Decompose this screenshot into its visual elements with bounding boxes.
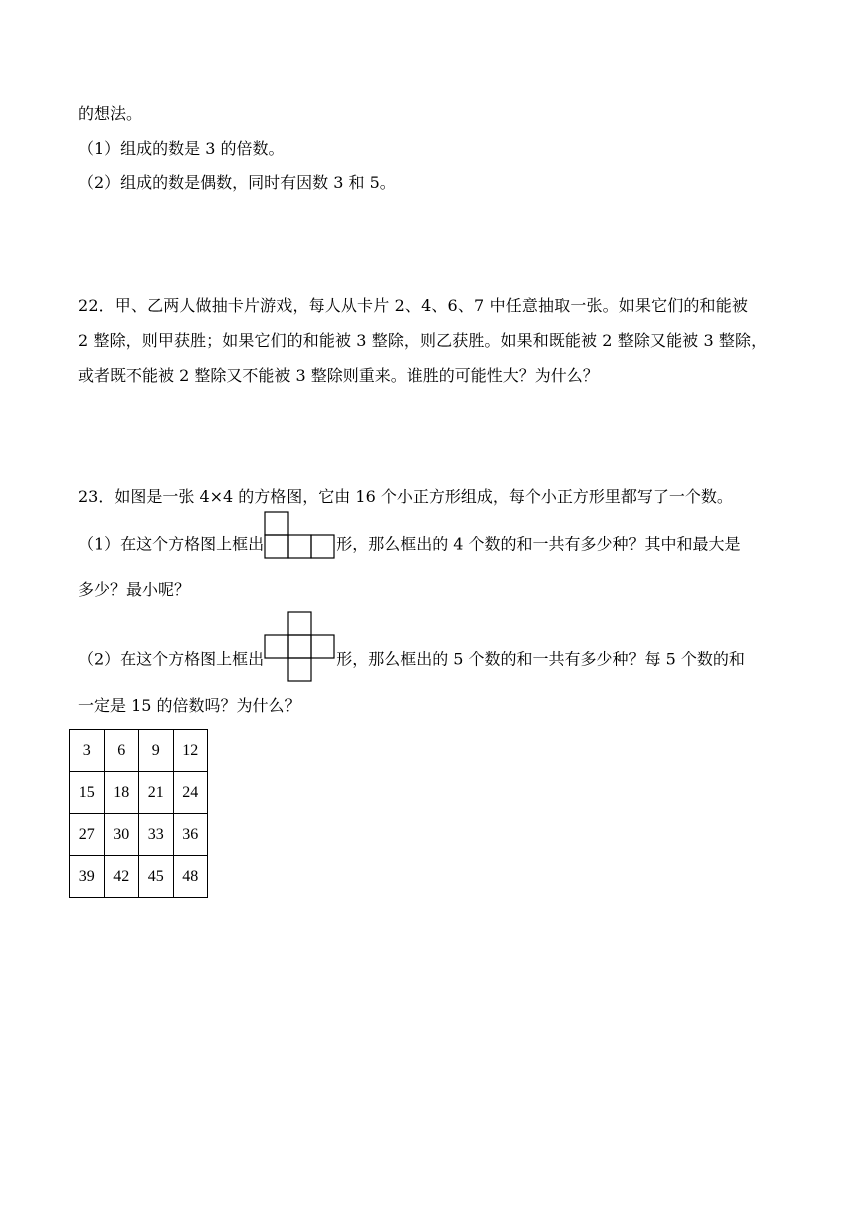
q23-part2-cont: 一定是 15 的倍数吗？为什么？ bbox=[78, 696, 301, 715]
q23-part1-before: （1）在这个方格图上框出 bbox=[78, 534, 265, 554]
grid-cell: 45 bbox=[139, 856, 174, 898]
grid-cell: 12 bbox=[173, 730, 208, 772]
q23-part1-line bbox=[78, 531, 741, 559]
grid-cell: 15 bbox=[70, 772, 105, 814]
q21-part2: （2）组成的数是偶数，同时有因数 3 和 5。 bbox=[78, 173, 396, 192]
q23-part2-line bbox=[78, 637, 745, 683]
grid-cell: 39 bbox=[70, 856, 105, 898]
cross-pentomino-shape-icon bbox=[264, 611, 336, 683]
grid-row bbox=[70, 814, 208, 856]
grid-row bbox=[70, 730, 208, 772]
q22-line2: 2 整除，则甲获胜；如果它们的和能被 3 整除，则乙获胜。如果和既能被 2 整除又能被 3 整除， bbox=[78, 331, 768, 350]
grid-cell: 27 bbox=[70, 814, 105, 856]
q23-intro: 23．如图是一张 4×4 的方格图，它由 16 个小正方形组成，每个小正方形里都写了一个数。 bbox=[78, 487, 733, 506]
q22-line3: 或者既不能被 2 整除又不能被 3 整除则重来。谁胜的可能性大？为什么？ bbox=[78, 366, 599, 385]
grid-cell: 24 bbox=[173, 772, 208, 814]
grid-cell: 42 bbox=[104, 856, 139, 898]
grid-cell: 3 bbox=[70, 730, 105, 772]
q23-part2-before: （2）在这个方格图上框出 bbox=[78, 649, 265, 669]
grid-row bbox=[70, 856, 208, 898]
q22-line1: 22．甲、乙两人做抽卡片游戏，每人从卡片 2、4、6、7 中任意抽取一张。如果它们的和能被 bbox=[78, 296, 749, 315]
q23-part1-after: 形，那么框出的 4 个数的和一共有多少种？其中和最大是 bbox=[336, 534, 741, 554]
q23-part2-after: 形，那么框出的 5 个数的和一共有多少种？每 5 个数的和 bbox=[336, 649, 745, 669]
grid-cell: 21 bbox=[139, 772, 174, 814]
grid-row bbox=[70, 772, 208, 814]
grid-cell: 6 bbox=[104, 730, 139, 772]
grid-cell: 18 bbox=[104, 772, 139, 814]
continuation-text: 的想法。 bbox=[78, 104, 143, 123]
grid-cell: 33 bbox=[139, 814, 174, 856]
q21-part1: （1）组成的数是 3 的倍数。 bbox=[78, 139, 285, 158]
grid-cell: 36 bbox=[173, 814, 208, 856]
q23-part1-cont: 多少？最小呢？ bbox=[78, 580, 191, 599]
l-tetromino-shape-icon bbox=[264, 511, 336, 559]
grid-cell: 9 bbox=[139, 730, 174, 772]
grid-cell: 48 bbox=[173, 856, 208, 898]
number-grid-4x4 bbox=[69, 729, 208, 898]
grid-cell: 30 bbox=[104, 814, 139, 856]
